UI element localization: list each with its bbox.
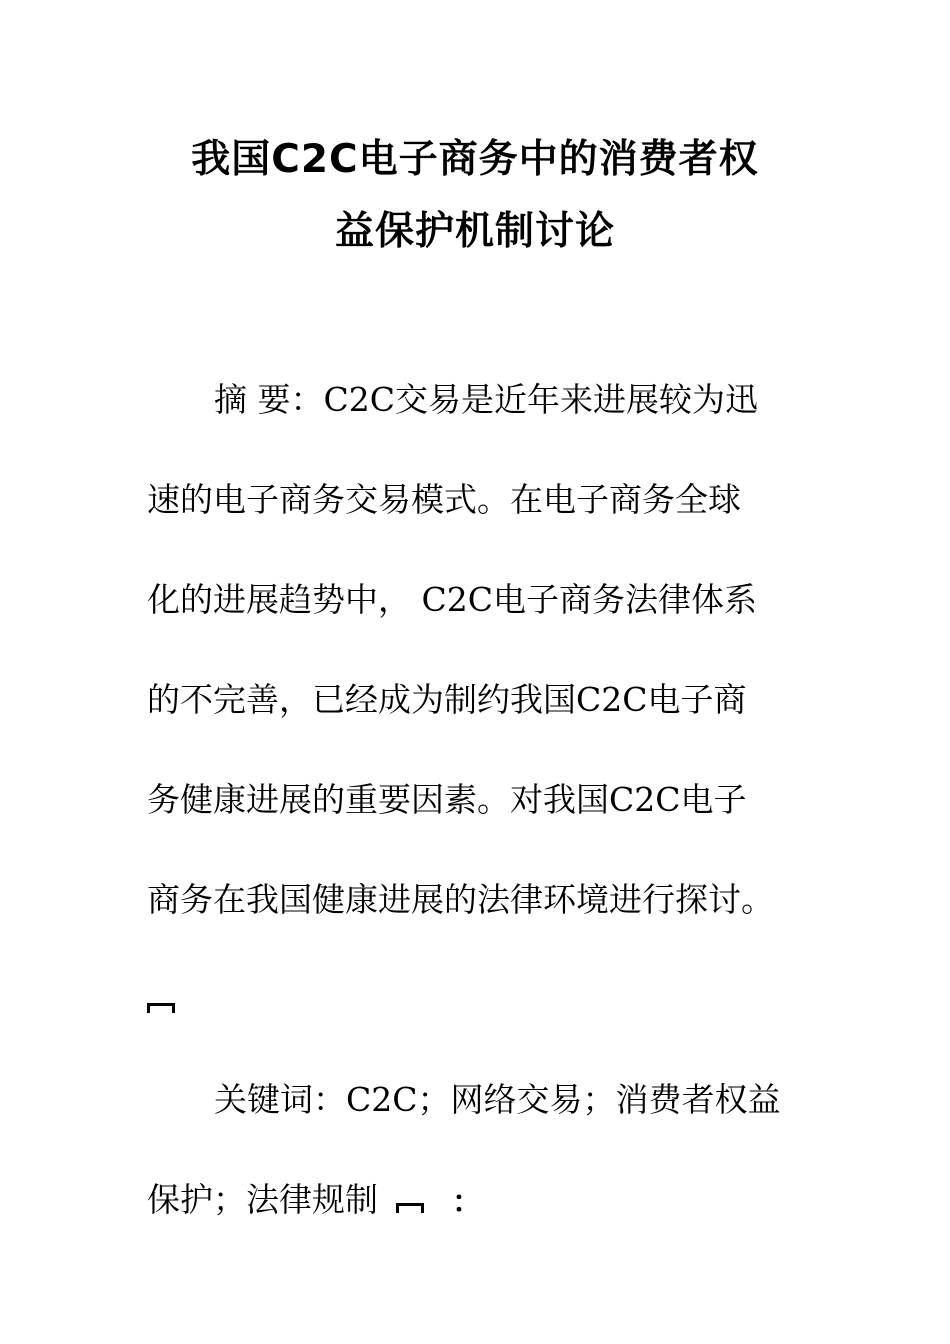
abstract-line-6: 商务在我国健康进展的法律环境进行探讨。	[147, 880, 774, 919]
abstract-line-2: 速的电子商务交易模式。在电子商务全球	[147, 480, 741, 519]
keywords-line-2: 保护；法律规制	[147, 1180, 378, 1219]
paper-title-line-2: 益保护机制讨论	[334, 209, 615, 254]
abstract-line-5: 务健康进展的重要因素。对我国C2C电子	[147, 780, 747, 819]
keywords-trailing-colon: ：	[452, 1185, 482, 1220]
footnote-marker-icon	[147, 1003, 175, 1013]
footnote-marker-icon-2	[396, 1203, 424, 1213]
paper-title-line-1: 我国C2C电子商务中的消费者权	[191, 137, 759, 182]
keywords-line-1: 关键词：C2C；网络交易；消费者权益	[214, 1080, 781, 1119]
abstract-line-3: 化的进展趋势中， C2C电子商务法律体系	[147, 580, 757, 619]
abstract-line-1: 摘 要：C2C交易是近年来进展较为迅	[214, 380, 758, 419]
abstract-line-4: 的不完善，已经成为制约我国C2C电子商	[147, 680, 747, 719]
